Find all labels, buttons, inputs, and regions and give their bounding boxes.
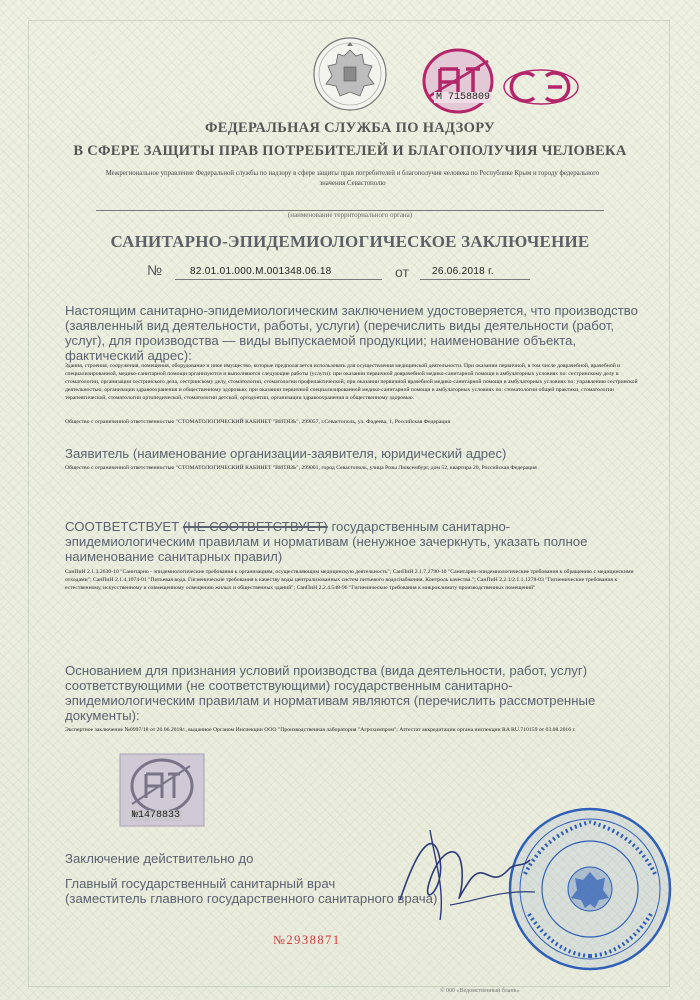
object-organization: Общество с ограниченной ответственностью "СТОМАТОЛОГИЧЕСКИЙ КАБИНЕТ "ВИТЯЗЬ", 299057, г.Севастополь, ул. Фадеева, 1, Российская Федерация (65, 419, 451, 425)
hologram-number: №1478833 (132, 810, 181, 821)
certification-statement: Настоящим санитарно-эпидемиологическим заключением удостоверяется, что производство (заявленный вид деятельности, работы, услуги) (перечислить виды деятельности (работ, услуг), для производства — виды выпускаемой продукции; наименование объекта, фактический адрес): (65, 303, 638, 363)
applicant-details: Общество с ограниченной ответственностью "СТОМАТОЛОГИЧЕСКИЙ КАБИНЕТ "ВИТЯЗЬ", 299001, город Севастополь, улица Розы Люксембург, дом 52, квартира 20, Российская Федерация (65, 465, 537, 471)
date-label: от (395, 264, 409, 280)
number-underline (175, 279, 382, 280)
signer-title-line1: Главный государственный санитарный врач (65, 876, 336, 891)
conformity-statement (65, 519, 640, 564)
applicant-label: Заявитель (наименование организации-заявителя, юридический адрес) (65, 446, 507, 461)
valid-until-label: Заключение действительно до (65, 851, 254, 866)
regional-office-line2: значения Севастополю (319, 180, 386, 187)
state-emblem-icon (312, 34, 388, 114)
document-title: САНИТАРНО-ЭПИДЕМИОЛОГИЧЕСКОЕ ЗАКЛЮЧЕНИЕ (110, 232, 590, 251)
form-serial-number: №2938871 (273, 933, 341, 947)
basis-details: Экспертное заключение №0997/18 от 20.06.2018г., выданное Органом Инспекции ООО "Производственная лаборатория "Агрохимпром"; Аттестат аккредитации органа инспекции RA RU.710159 от 03.08.2016 г. (65, 727, 576, 733)
date-underline (420, 279, 530, 280)
sanitary-rules-details: СанПиН 2.1.3.2630-10 "Санитарно - эпидемиологические требования к организациям, осуществляющим медицинскую деятельность"; СанПиН 2.1.7.2790-10 "Санитарно-эпидемиологические требования к обращению с медицинскими отходами"; СанПиН 2.1.4.1074-01 "Питьевая вода. Гигиенические требования к качеству воды централизованных систем питьевого водоснабжения. Контроль качества."; СанПиН 2.2.1/2.1.1.1278-03 "Гигиенические требования к естественному, искусственному и совмещенному освещению жилых и общественных зданий"; СанПиН 2.2.4.548-96 "Гигиенические требования к микроклимату производственных помещений" (65, 569, 634, 591)
rst-logo-icon (420, 47, 500, 117)
signature-icon (390, 820, 540, 930)
se-logo-icon (502, 68, 580, 106)
signer-title-line2: (заместитель главного государственного санитарного врача) (65, 891, 438, 906)
conforms-text: СООТВЕТСТВУЕТ (65, 519, 180, 534)
agency-title-line2: В СФЕРЕ ЗАЩИТЫ ПРАВ ПОТРЕБИТЕЛЕЙ И БЛАГОПОЛУЧИЯ ЧЕЛОВЕКА (73, 143, 627, 159)
agency-title-line1: ФЕДЕРАЛЬНАЯ СЛУЖБА ПО НАДЗОРУ (205, 120, 495, 136)
rst-number: М 7158809 (436, 92, 491, 103)
conformity-rest-line1: государственным санитарно- (331, 519, 511, 534)
territorial-caption: (наименование территориального органа) (287, 211, 413, 219)
conformity-rest-line2: эпидемиологическим правилам и нормативам (ненужное зачеркнуть, указать полное наименование санитарных правил) (65, 534, 588, 564)
not-conforms-struck: (НЕ СООТВЕТСТВУЕТ) (182, 519, 328, 534)
printer-edge-text: © 000 «Ведомственный бланк» (440, 988, 520, 994)
document-date: 26.06.2018 г. (432, 266, 494, 277)
activity-details: Здания, строения, сооружения, помещения, оборудование и иное имущество, которые предполагается использовать для осуществления медицинской деятельности. При оказании первичной, в том числе доврачебной, врачебной и специализированной, медико-санитарной помощи организуются и выполняются следующие работы (услуги): при оказании первичной доврачебной медико-санитарной помощи в амбулаторных условиях по: сестринскому делу в стоматологии, организации сестринского дела, сестринскому делу, стоматологии, стоматологии профилактической; при оказании первичной врачебной медико-санитарной помощи в амбулаторных условиях по: управлению сестринской деятельностью, организации здравоохранения и общественному здоровью; при оказании первичной специализированной медико-санитарной помощи в амбулаторных условиях по: стоматологии общей практики, стоматологии терапевтической, стоматологии ортопедической, стоматологии детской, ортодонтии, организации здравоохранения и общественному здоровью. (65, 363, 638, 401)
document-number: 82.01.01.000.М.001348.06.18 (190, 266, 332, 277)
number-label: № (147, 262, 163, 278)
basis-statement: Основанием для признания условий производства (вида деятельности, работ, услуг) соответствующими (не соответствующими) государственным санитарно-эпидемиологическим правилам и нормативам являются (перечислить рассмотренные документы): (65, 663, 596, 723)
regional-office-line1: Межрегиональное управление Федеральной службы по надзору в сфере защиты прав потребителей и благополучия человека по Республике Крым и городу федерального (105, 170, 600, 177)
